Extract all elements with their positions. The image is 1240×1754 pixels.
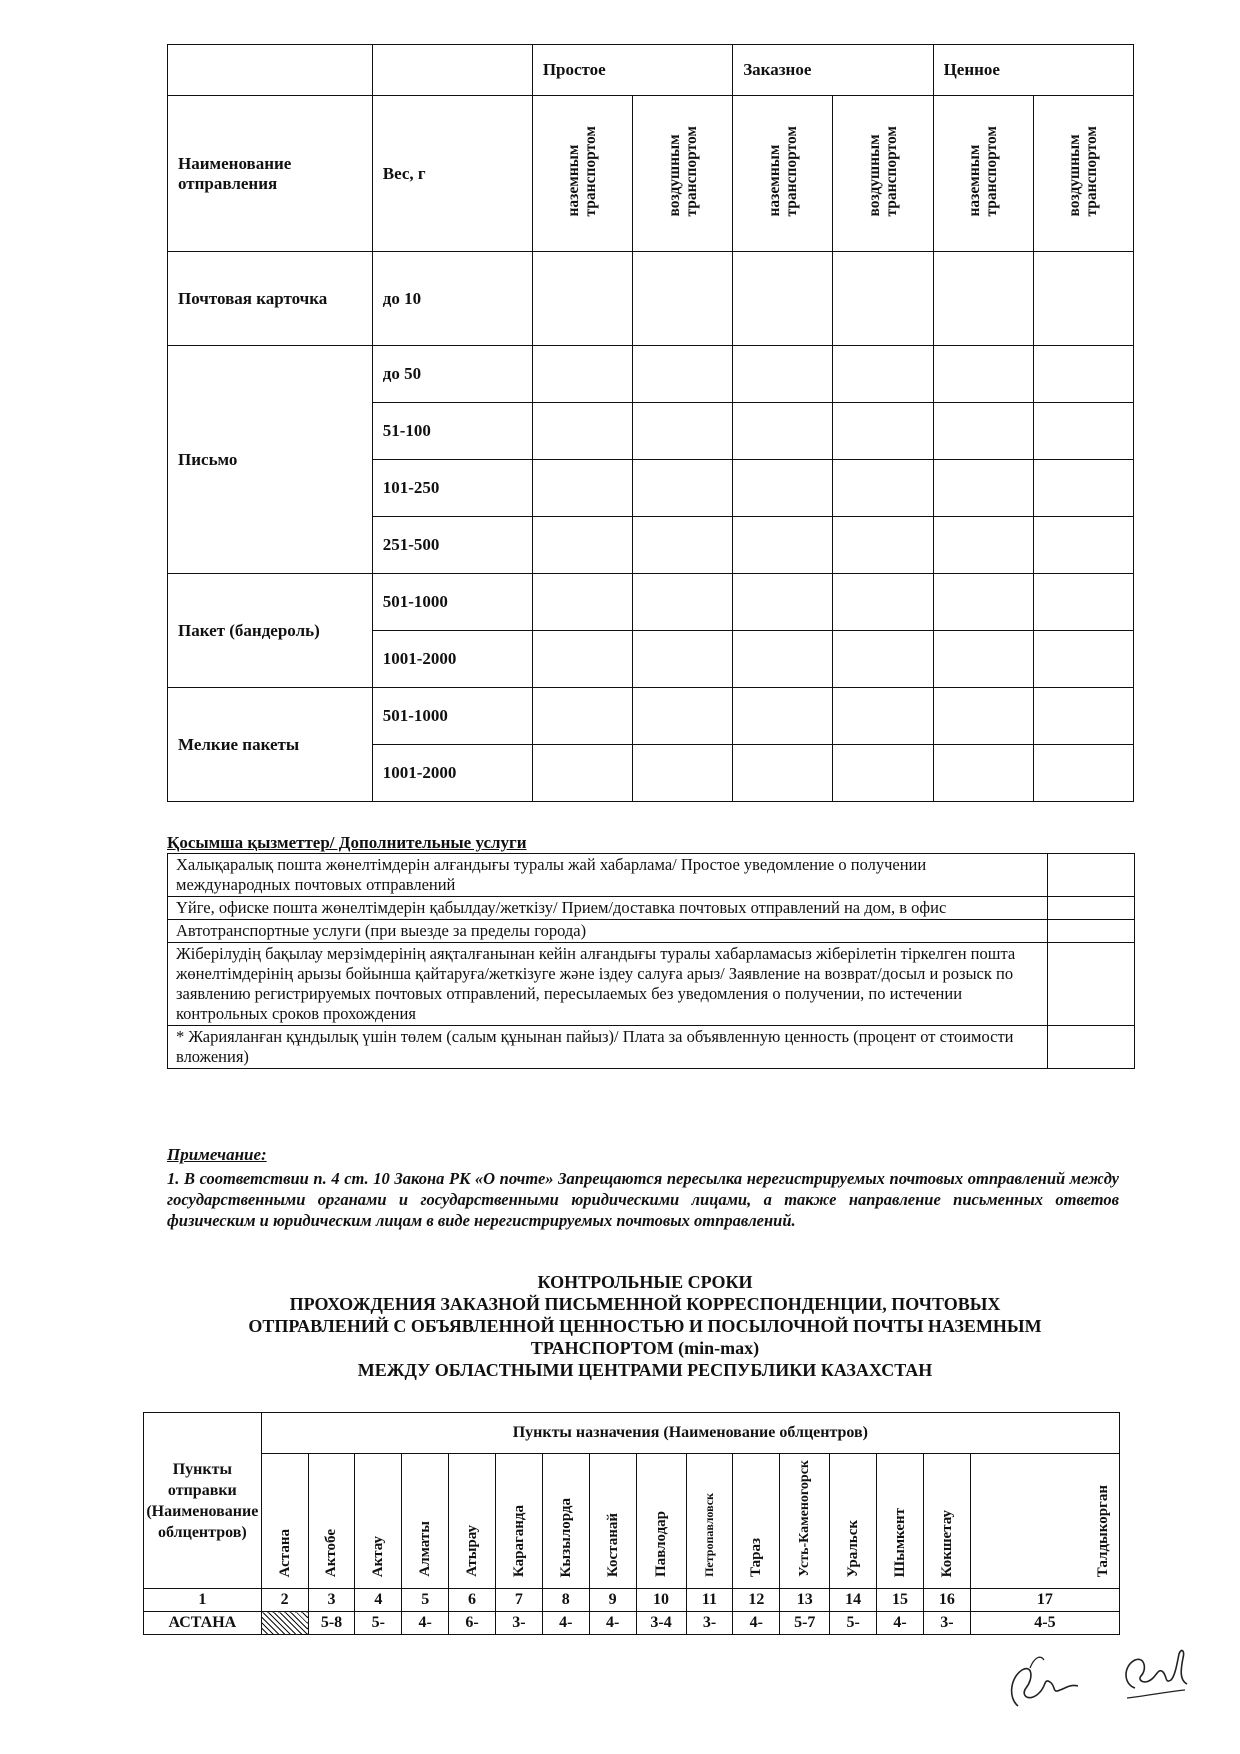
transport-header: воздушным транспортом — [1033, 96, 1133, 252]
col-number: 13 — [780, 1589, 830, 1612]
row-weight: 501-1000 — [372, 688, 532, 745]
term-value: 4- — [589, 1612, 636, 1635]
service-item: * Жарияланған құндылық үшін төлем (салым құнынан пайыз)/ Плата за объявленную ценность (процент от стоимости вложения) — [168, 1026, 1048, 1069]
col-number: 1 — [144, 1589, 262, 1612]
dest-city: Тараз — [733, 1454, 780, 1589]
term-value: 4- — [733, 1612, 780, 1635]
term-value: 3-4 — [636, 1612, 686, 1635]
destination-header: Пункты назначения (Наименование облцентров) — [261, 1413, 1119, 1454]
col-number: 16 — [923, 1589, 970, 1612]
row-weight: до 50 — [372, 346, 532, 403]
dest-city: Кокшетау — [923, 1454, 970, 1589]
row-name: Мелкие пакеты — [168, 688, 373, 802]
transport-header: наземным транспортом — [733, 96, 833, 252]
transport-header: воздушным транспортом — [633, 96, 733, 252]
dest-city: Усть-Каменогорск — [780, 1454, 830, 1589]
blank-cell — [168, 45, 373, 96]
term-value: 4-5 — [970, 1612, 1119, 1635]
term-value: 6- — [449, 1612, 496, 1635]
section-heading — [150, 1271, 1140, 1381]
row-weight: 501-1000 — [372, 574, 532, 631]
group-header: Заказное — [733, 45, 933, 96]
col-number: 11 — [686, 1589, 733, 1612]
col-number: 8 — [542, 1589, 589, 1612]
row-weight: 1001-2000 — [372, 745, 532, 802]
service-item: Жіберілудің бақылау мерзімдерінің аяқталғанынан кейін алғандығы туралы хабарламасыз жіберілетін тіркелген пошта жөнелтімдерінің арызы бойынша қайтаруға/жеткізуге және іздеу салуға арыз/ Заявление на возврат/досыл и розыск по заявлению регистрируемых почтовых отправлений, пересылаемых без уведомления о получении, по истечении контрольных сроков прохождения — [168, 943, 1048, 1026]
term-value: 3- — [923, 1612, 970, 1635]
col-number: 7 — [495, 1589, 542, 1612]
blank-cell — [372, 45, 532, 96]
service-item: Халықаралық пошта жөнелтімдерін алғандығы туралы жай хабарлама/ Простое уведомление о получении международных почтовых отправлений — [168, 854, 1048, 897]
term-value: 5- — [355, 1612, 402, 1635]
col-weight-header: Вес, г — [372, 96, 532, 252]
group-header: Простое — [532, 45, 732, 96]
dest-city: Алматы — [402, 1454, 449, 1589]
note-text: 1. В соответствии п. 4 ст. 10 Закона РК «О почте» Запрещаются пересылка нерегистрируемых почтовых отправлений между государственными органами и государственными юридическими лицами, а также направление письменных ответов физическим и юридическим лицам в виде нерегистрируемых почтовых отправлений. — [167, 1169, 1119, 1230]
transport-header: наземным транспортом — [933, 96, 1033, 252]
col-number: 9 — [589, 1589, 636, 1612]
col-number: 6 — [449, 1589, 496, 1612]
dest-city: Павлодар — [636, 1454, 686, 1589]
col-number: 2 — [261, 1589, 308, 1612]
dest-city: Актау — [355, 1454, 402, 1589]
heading-line: ПРОХОЖДЕНИЯ ЗАКАЗНОЙ ПИСЬМЕННОЙ КОРРЕСПОНДЕНЦИИ, ПОЧТОВЫХ — [289, 1294, 1001, 1314]
delivery-terms-table — [143, 1412, 1120, 1635]
note-title: Примечание: — [167, 1145, 267, 1164]
services-table — [167, 853, 1135, 1069]
dest-city: Караганда — [495, 1454, 542, 1589]
col-number: 4 — [355, 1589, 402, 1612]
group-header: Ценное — [933, 45, 1133, 96]
dest-city: Костанай — [589, 1454, 636, 1589]
signature-left — [1000, 1648, 1090, 1718]
row-weight: до 10 — [372, 252, 532, 346]
dest-city: Петропавловск — [686, 1454, 733, 1589]
row-weight: 51-100 — [372, 403, 532, 460]
term-value: 4- — [402, 1612, 449, 1635]
col-number: 3 — [308, 1589, 355, 1612]
row-name: Пакет (бандероль) — [168, 574, 373, 688]
dest-city: Уральск — [830, 1454, 877, 1589]
transport-header: воздушным транспортом — [833, 96, 933, 252]
col-number: 14 — [830, 1589, 877, 1612]
term-value: 5-8 — [308, 1612, 355, 1635]
dest-city: Актобе — [308, 1454, 355, 1589]
origin-header: Пункты отправки (Наименование облцентров) — [144, 1413, 262, 1589]
col-number: 15 — [877, 1589, 924, 1612]
heading-line: ОТПРАВЛЕНИЙ С ОБЪЯВЛЕННОЙ ЦЕННОСТЬЮ И ПОСЫЛОЧНОЙ ПОЧТЫ НАЗЕМНЫМ — [248, 1316, 1042, 1336]
row-weight: 101-250 — [372, 460, 532, 517]
dest-city: Шымкент — [877, 1454, 924, 1589]
term-value: 5-7 — [780, 1612, 830, 1635]
services-title: Қосымша қызметтер/ Дополнительные услуги — [167, 833, 527, 852]
row-name: Почтовая карточка — [168, 252, 373, 346]
dest-city: Талдыкорган — [970, 1454, 1119, 1589]
signature-right — [1105, 1640, 1195, 1715]
heading-line: МЕЖДУ ОБЛАСТНЫМИ ЦЕНТРАМИ РЕСПУБЛИКИ КАЗАХСТАН — [357, 1360, 933, 1380]
term-value: 5- — [830, 1612, 877, 1635]
col-number: 12 — [733, 1589, 780, 1612]
heading-line: КОНТРОЛЬНЫЕ СРОКИ — [537, 1272, 753, 1292]
col-number: 10 — [636, 1589, 686, 1612]
tariff-table — [167, 44, 1134, 802]
term-value: 4- — [542, 1612, 589, 1635]
row-weight: 1001-2000 — [372, 631, 532, 688]
dest-city: Астана — [261, 1454, 308, 1589]
col-number: 5 — [402, 1589, 449, 1612]
term-value: 4- — [877, 1612, 924, 1635]
dest-city: Кызылорда — [542, 1454, 589, 1589]
origin-city: АСТАНА — [144, 1612, 262, 1635]
term-value: 3- — [686, 1612, 733, 1635]
hatched-cell — [261, 1612, 308, 1635]
dest-city: Атырау — [449, 1454, 496, 1589]
service-item: Автотранспортные услуги (при выезде за пределы города) — [168, 920, 1048, 943]
heading-line: ТРАНСПОРТОМ (min-max) — [530, 1338, 760, 1358]
col-number: 17 — [970, 1589, 1119, 1612]
row-name: Письмо — [168, 346, 373, 574]
row-weight: 251-500 — [372, 517, 532, 574]
transport-header: наземным транспортом — [532, 96, 632, 252]
term-value: 3- — [495, 1612, 542, 1635]
service-item: Үйге, офиске пошта жөнелтімдерін қабылдау/жеткізу/ Прием/доставка почтовых отправлений на дом, в офис — [168, 897, 1048, 920]
col-name-header: Наименование отправления — [168, 96, 373, 252]
